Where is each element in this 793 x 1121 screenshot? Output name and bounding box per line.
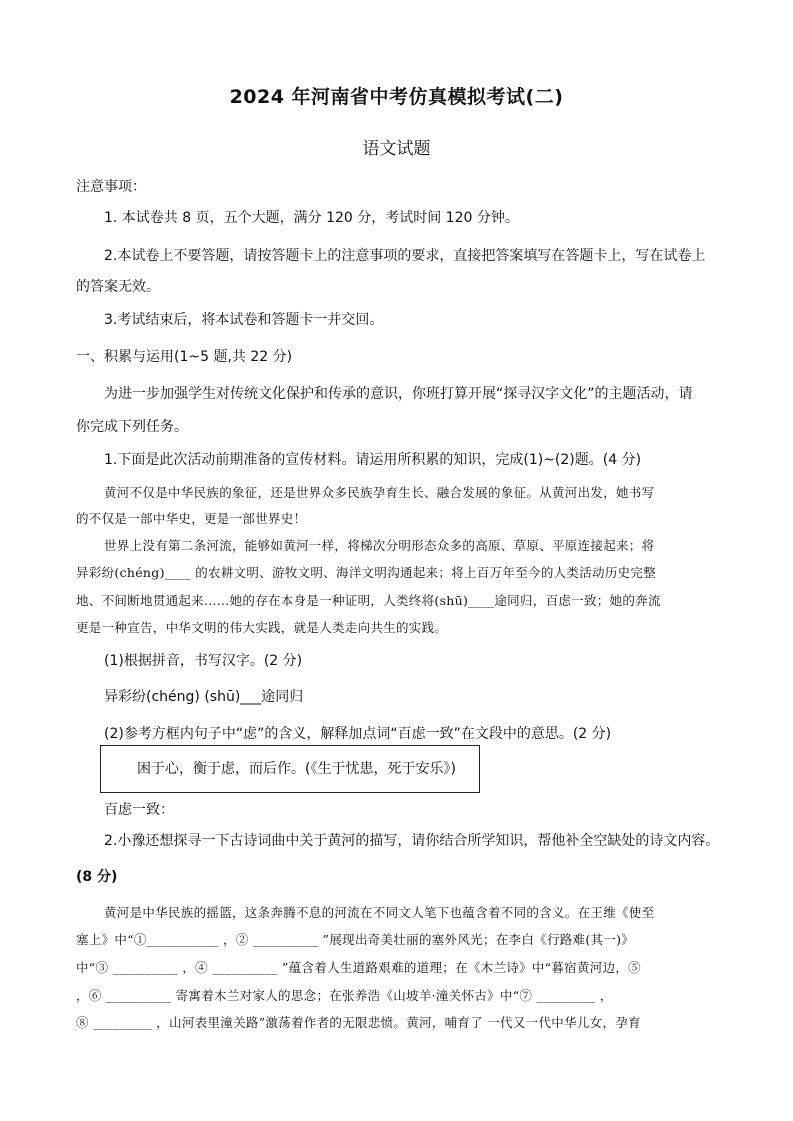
passage-3-line-5: ⑧ _________ ，山河表里潼关路”激荡着作者的无限悲愤。黄河，哺育了 一代又一代中华儿女，孕育 <box>76 1015 641 1030</box>
question-1: 1.下面是此次活动前期准备的宣传材料。请运用所积累的知识，完成(1)~(2)题。(4 分) <box>104 452 642 468</box>
passage-3-line-1: 黄河是中华民族的摇篮，这条奔腾不息的河流在不同文人笔下也蕴含着不同的含义。在王维《使至 <box>104 905 655 920</box>
passage-2-line-1: 世界上没有第二条河流，能够如黄河一样，将梯次分明形态众多的高原、草原、平原连接起来；将 <box>104 538 655 553</box>
question-1-2-answer: 百虑一致： <box>104 802 174 818</box>
page-title: 2024 年河南省中考仿真模拟考试(二) <box>229 86 564 108</box>
quote-box <box>100 745 480 793</box>
question-2-score: (8 分) <box>76 869 118 885</box>
passage-1-line-1: 黄河不仅是中华民族的象征，还是世界众多民族孕育生长、融合发展的象征。从黄河出发，她书写 <box>104 485 655 500</box>
notice-item-3: 3.考试结束后，将本试卷和答题卡一并交回。 <box>104 312 384 328</box>
passage-3-line-4: ，⑥ __________ 寄寓着木兰对家人的思念；在张养浩《山坡羊·潼关怀古》中“⑦ _________ ， <box>76 988 613 1003</box>
quote-text: 困于心，衡于虑，而后作。(《生于忧患，死于安乐》) <box>137 761 456 777</box>
passage-2-line-2: 异彩纷(chéng)____ 的农耕文明、游牧文明、海洋文明沟通起来；将上百万年至今的人类活动历史完整 <box>76 565 657 580</box>
question-1-1-answer: 异彩纷(chéng) (shū)___途同归 <box>104 689 304 705</box>
section-1-heading: 一、积累与运用(1~5 题,共 22 分) <box>76 349 293 365</box>
notice-item-2: 2.本试卷上不要答题，请按答题卡上的注意事项的要求，直接把答案填写在答题卡上，写在试卷上 <box>104 248 706 264</box>
passage-2-line-3: 地、不间断地贯通起来……她的存在本身是一种证明，人类终将(shū)____途同归，百虑一致；她的奔流 <box>76 593 661 608</box>
question-2: 2.小豫还想探寻一下古诗词曲中关于黄河的描写，请你结合所学知识，帮他补全空缺处的诗文内容。 <box>104 833 720 849</box>
notice-item-2-cont: 的答案无效。 <box>76 279 160 295</box>
notice-heading: 注意事项： <box>76 179 146 195</box>
passage-3-line-3: 中“③ __________ ，④ __________ ”蕴含着人生道路艰难的道理；在《木兰诗》中“暮宿黄河边，⑤ <box>76 960 641 975</box>
passage-1-line-2: 的不仅是一部中华史，更是一部世界史！ <box>76 511 307 526</box>
page-subtitle: 语文试题 <box>362 139 431 159</box>
passage-2-line-4: 更是一种宣告，中华文明的伟大实践，就是人类走向共生的实践。 <box>76 620 448 635</box>
passage-3-line-2: 塞上》中“①___________ ，② __________ ”展现出奇美壮丽的塞外风光；在李白《行路难(其一)》 <box>76 932 635 947</box>
question-1-2: (2)参考方框内句子中“虑”的含义，解释加点词“百虑一致”在文段中的意思。(2 分) <box>104 726 612 742</box>
notice-item-1: 1. 本试卷共 8 页，五个大题，满分 120 分，考试时间 120 分钟。 <box>104 210 519 226</box>
section-1-intro-cont: 你完成下列任务。 <box>76 419 188 435</box>
question-1-1: (1)根据拼音，书写汉字。(2 分) <box>104 653 303 669</box>
section-1-intro: 为进一步加强学生对传统文化保护和传承的意识，你班打算开展“探寻汉字文化”的主题活动，请 <box>104 386 693 402</box>
